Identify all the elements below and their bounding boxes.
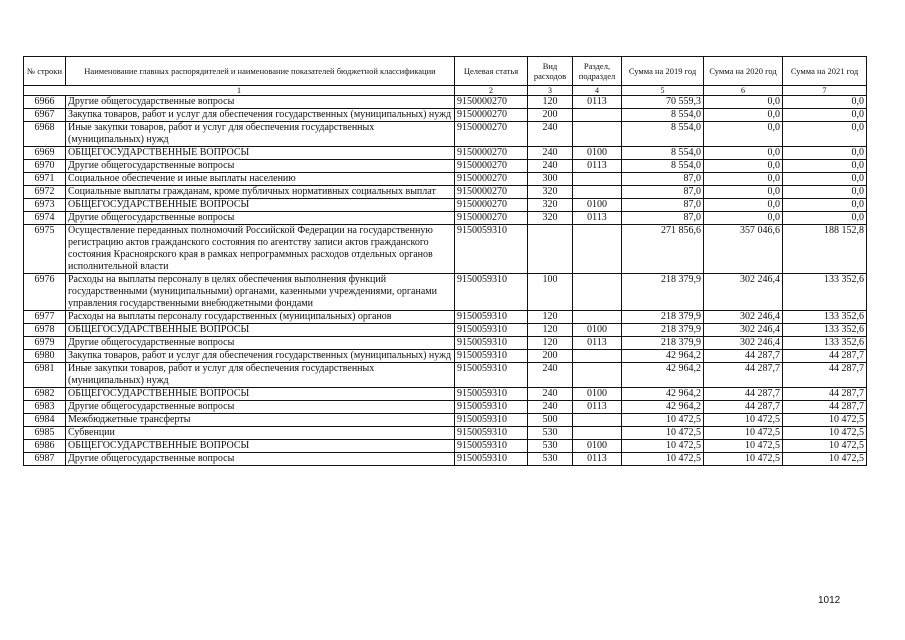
row-name: ОБЩЕГОСУДАРСТВЕННЫЕ ВОПРОСЫ: [66, 388, 455, 401]
row-sum-2019: 87,0: [622, 173, 704, 186]
row-name: Закупка товаров, работ и услуг для обеспечения государственных (муниципальных) нужд: [66, 350, 455, 363]
table-row: [24, 427, 867, 440]
row-sum-2019: 10 472,5: [622, 427, 704, 440]
row-sum-2021: 44 287,7: [783, 350, 867, 363]
row-number: 6969: [24, 147, 66, 160]
row-sum-2020: 44 287,7: [704, 350, 783, 363]
row-number: 6975: [24, 225, 66, 274]
row-number: 6984: [24, 414, 66, 427]
row-sum-2021: 133 352,6: [783, 311, 867, 324]
row-sum-2020: 10 472,5: [704, 414, 783, 427]
row-expense-type: 240: [528, 122, 573, 147]
table-row: [24, 453, 867, 466]
row-expense-type: 320: [528, 186, 573, 199]
row-sum-2019: 271 856,6: [622, 225, 704, 274]
row-expense-type: 120: [528, 324, 573, 337]
row-target-article: 9150059310: [455, 440, 528, 453]
column-number: 7: [783, 86, 867, 96]
row-section: 0113: [573, 337, 622, 350]
row-number: 6976: [24, 274, 66, 311]
header-sum-2019: Сумма на 2019 год: [622, 57, 704, 86]
row-sum-2021: 133 352,6: [783, 337, 867, 350]
table-row: [24, 350, 867, 363]
row-sum-2021: 188 152,8: [783, 225, 867, 274]
table-body: [24, 96, 867, 466]
row-sum-2020: 44 287,7: [704, 401, 783, 414]
row-section: 0100: [573, 440, 622, 453]
row-name: Иные закупки товаров, работ и услуг для обеспечения государственных (муниципальных) нужд: [66, 363, 455, 388]
row-name: Социальные выплаты гражданам, кроме публичных нормативных социальных выплат: [66, 186, 455, 199]
table-row: [24, 225, 867, 274]
table-row: [24, 311, 867, 324]
row-target-article: 9150000270: [455, 212, 528, 225]
row-section: [573, 225, 622, 274]
row-number: 6981: [24, 363, 66, 388]
row-sum-2021: 0,0: [783, 109, 867, 122]
row-expense-type: 100: [528, 274, 573, 311]
row-number: 6985: [24, 427, 66, 440]
row-sum-2021: 44 287,7: [783, 401, 867, 414]
header-sum-2021: Сумма на 2021 год: [783, 57, 867, 86]
row-name: Закупка товаров, работ и услуг для обеспечения государственных (муниципальных) нужд: [66, 109, 455, 122]
row-target-article: 9150059310: [455, 225, 528, 274]
row-name: ОБЩЕГОСУДАРСТВЕННЫЕ ВОПРОСЫ: [66, 440, 455, 453]
row-sum-2021: 10 472,5: [783, 427, 867, 440]
row-sum-2019: 87,0: [622, 212, 704, 225]
table-row: [24, 440, 867, 453]
row-expense-type: [528, 225, 573, 274]
row-sum-2019: 8 554,0: [622, 147, 704, 160]
row-sum-2019: 8 554,0: [622, 122, 704, 147]
row-target-article: 9150000270: [455, 199, 528, 212]
table-row: [24, 109, 867, 122]
table-row: [24, 173, 867, 186]
row-name: ОБЩЕГОСУДАРСТВЕННЫЕ ВОПРОСЫ: [66, 199, 455, 212]
row-section: [573, 109, 622, 122]
row-number: 6967: [24, 109, 66, 122]
column-number: 5: [622, 86, 704, 96]
column-number: 2: [455, 86, 528, 96]
row-sum-2019: 218 379,9: [622, 311, 704, 324]
row-sum-2019: 10 472,5: [622, 440, 704, 453]
row-expense-type: 530: [528, 440, 573, 453]
row-sum-2021: 0,0: [783, 122, 867, 147]
row-sum-2021: 10 472,5: [783, 440, 867, 453]
row-name: Расходы на выплаты персоналу государственных (муниципальных) органов: [66, 311, 455, 324]
row-name: Другие общегосударственные вопросы: [66, 160, 455, 173]
table-row: [24, 199, 867, 212]
column-number: 3: [528, 86, 573, 96]
row-target-article: 9150000270: [455, 96, 528, 109]
row-section: 0113: [573, 453, 622, 466]
row-name: ОБЩЕГОСУДАРСТВЕННЫЕ ВОПРОСЫ: [66, 324, 455, 337]
row-sum-2020: 302 246,4: [704, 311, 783, 324]
row-expense-type: 240: [528, 160, 573, 173]
row-name: Субвенции: [66, 427, 455, 440]
row-section: [573, 414, 622, 427]
row-expense-type: 120: [528, 96, 573, 109]
row-sum-2020: 0,0: [704, 160, 783, 173]
row-sum-2020: 302 246,4: [704, 337, 783, 350]
row-section: [573, 173, 622, 186]
row-sum-2021: 44 287,7: [783, 388, 867, 401]
row-expense-type: 240: [528, 147, 573, 160]
table-row: [24, 274, 867, 311]
row-section: 0113: [573, 212, 622, 225]
row-target-article: 9150000270: [455, 122, 528, 147]
row-target-article: 9150059310: [455, 274, 528, 311]
row-sum-2020: 0,0: [704, 109, 783, 122]
row-target-article: 9150000270: [455, 186, 528, 199]
row-number: 6968: [24, 122, 66, 147]
row-expense-type: 240: [528, 388, 573, 401]
row-sum-2020: 357 046,6: [704, 225, 783, 274]
row-name: Другие общегосударственные вопросы: [66, 337, 455, 350]
row-sum-2019: 218 379,9: [622, 324, 704, 337]
row-section: [573, 427, 622, 440]
column-number-row: [24, 86, 867, 96]
row-target-article: 9150059310: [455, 427, 528, 440]
table-row: [24, 363, 867, 388]
row-section: [573, 186, 622, 199]
row-name: Межбюджетные трансферты: [66, 414, 455, 427]
row-sum-2020: 10 472,5: [704, 440, 783, 453]
table-row: [24, 147, 867, 160]
row-expense-type: 530: [528, 453, 573, 466]
row-number: 6977: [24, 311, 66, 324]
row-section: [573, 311, 622, 324]
column-number: 4: [573, 86, 622, 96]
row-target-article: 9150000270: [455, 147, 528, 160]
row-name: ОБЩЕГОСУДАРСТВЕННЫЕ ВОПРОСЫ: [66, 147, 455, 160]
row-sum-2019: 10 472,5: [622, 453, 704, 466]
column-number: 6: [704, 86, 783, 96]
row-sum-2021: 133 352,6: [783, 274, 867, 311]
row-number: 6974: [24, 212, 66, 225]
row-expense-type: 240: [528, 363, 573, 388]
row-sum-2019: 10 472,5: [622, 414, 704, 427]
table-row: [24, 122, 867, 147]
row-sum-2021: 0,0: [783, 212, 867, 225]
row-expense-type: 200: [528, 109, 573, 122]
header-sum-2020: Сумма на 2020 год: [704, 57, 783, 86]
row-sum-2020: 0,0: [704, 186, 783, 199]
row-target-article: 9150059310: [455, 324, 528, 337]
row-sum-2020: 0,0: [704, 147, 783, 160]
row-sum-2020: 302 246,4: [704, 324, 783, 337]
row-name: Иные закупки товаров, работ и услуг для обеспечения государственных (муниципальных) нужд: [66, 122, 455, 147]
row-number: 6983: [24, 401, 66, 414]
row-target-article: 9150000270: [455, 160, 528, 173]
row-target-article: 9150059310: [455, 401, 528, 414]
row-section: 0113: [573, 96, 622, 109]
row-sum-2020: 0,0: [704, 199, 783, 212]
header-section: Раздел, подраздел: [573, 57, 622, 86]
row-sum-2019: 218 379,9: [622, 274, 704, 311]
row-section: [573, 363, 622, 388]
table-row: [24, 212, 867, 225]
header-expense-type: Вид расходов: [528, 57, 573, 86]
row-sum-2020: 0,0: [704, 96, 783, 109]
row-expense-type: 320: [528, 212, 573, 225]
row-target-article: 9150059310: [455, 363, 528, 388]
row-number: 6979: [24, 337, 66, 350]
row-name: Социальное обеспечение и иные выплаты населению: [66, 173, 455, 186]
row-sum-2020: 44 287,7: [704, 363, 783, 388]
row-sum-2021: 0,0: [783, 147, 867, 160]
row-number: 6971: [24, 173, 66, 186]
row-expense-type: 300: [528, 173, 573, 186]
table-row: [24, 186, 867, 199]
row-sum-2019: 8 554,0: [622, 160, 704, 173]
row-name: Другие общегосударственные вопросы: [66, 96, 455, 109]
row-section: [573, 122, 622, 147]
row-sum-2020: 0,0: [704, 122, 783, 147]
row-number: 6972: [24, 186, 66, 199]
header-row-number: № строки: [24, 57, 66, 86]
row-name: Другие общегосударственные вопросы: [66, 453, 455, 466]
row-number: 6973: [24, 199, 66, 212]
row-target-article: 9150059310: [455, 311, 528, 324]
row-expense-type: 200: [528, 350, 573, 363]
row-name: Осуществление переданных полномочий Российской Федерации на государственную регистрацию актов гражданского состояния по агентству записи актов гражданского состояния Красноярского края в рамках непрограммных расходов отдельных органов исполнительной власти: [66, 225, 455, 274]
row-target-article: 9150059310: [455, 388, 528, 401]
row-sum-2020: 10 472,5: [704, 453, 783, 466]
row-sum-2021: 44 287,7: [783, 363, 867, 388]
row-number: 6966: [24, 96, 66, 109]
row-sum-2020: 302 246,4: [704, 274, 783, 311]
row-sum-2021: 0,0: [783, 186, 867, 199]
row-target-article: 9150000270: [455, 109, 528, 122]
row-section: 0113: [573, 160, 622, 173]
row-expense-type: 320: [528, 199, 573, 212]
row-sum-2021: 0,0: [783, 199, 867, 212]
row-expense-type: 120: [528, 337, 573, 350]
row-sum-2019: 87,0: [622, 186, 704, 199]
table-row: [24, 388, 867, 401]
row-sum-2021: 0,0: [783, 96, 867, 109]
row-sum-2019: 218 379,9: [622, 337, 704, 350]
table-row: [24, 401, 867, 414]
row-section: 0113: [573, 401, 622, 414]
table-header-row: [24, 57, 867, 86]
row-sum-2019: 42 964,2: [622, 401, 704, 414]
row-number: 6970: [24, 160, 66, 173]
page-number: 1012: [818, 595, 841, 606]
row-sum-2020: 0,0: [704, 212, 783, 225]
row-section: 0100: [573, 147, 622, 160]
row-target-article: 9150059310: [455, 337, 528, 350]
row-number: 6978: [24, 324, 66, 337]
row-section: [573, 350, 622, 363]
row-number: 6987: [24, 453, 66, 466]
table-row: [24, 96, 867, 109]
row-sum-2021: 10 472,5: [783, 414, 867, 427]
row-section: 0100: [573, 199, 622, 212]
row-section: 0100: [573, 324, 622, 337]
table-row: [24, 337, 867, 350]
row-number: 6980: [24, 350, 66, 363]
row-number: 6982: [24, 388, 66, 401]
row-name: Другие общегосударственные вопросы: [66, 401, 455, 414]
row-expense-type: 530: [528, 427, 573, 440]
row-sum-2020: 10 472,5: [704, 427, 783, 440]
column-number: 1: [24, 86, 455, 96]
row-sum-2019: 87,0: [622, 199, 704, 212]
row-sum-2019: 42 964,2: [622, 363, 704, 388]
row-expense-type: 120: [528, 311, 573, 324]
table-row: [24, 414, 867, 427]
row-name: Другие общегосударственные вопросы: [66, 212, 455, 225]
budget-table: [23, 56, 867, 466]
row-expense-type: 240: [528, 401, 573, 414]
row-target-article: 9150059310: [455, 453, 528, 466]
row-section: [573, 274, 622, 311]
row-target-article: 9150059310: [455, 414, 528, 427]
row-name: Расходы на выплаты персоналу в целях обеспечения выполнения функций государственными (муниципальными) органами, казенными учреждениями, органами управления государственными внебюджетными фондами: [66, 274, 455, 311]
row-expense-type: 500: [528, 414, 573, 427]
row-sum-2021: 0,0: [783, 173, 867, 186]
header-name: Наименование главных распорядителей и наименование показателей бюджетной классификации: [66, 57, 455, 86]
row-section: 0100: [573, 388, 622, 401]
row-sum-2019: 42 964,2: [622, 388, 704, 401]
header-target-article: Целевая статья: [455, 57, 528, 86]
row-target-article: 9150000270: [455, 173, 528, 186]
table-row: [24, 160, 867, 173]
row-sum-2019: 42 964,2: [622, 350, 704, 363]
row-sum-2021: 10 472,5: [783, 453, 867, 466]
table-row: [24, 324, 867, 337]
row-sum-2020: 44 287,7: [704, 388, 783, 401]
row-sum-2021: 0,0: [783, 160, 867, 173]
row-sum-2020: 0,0: [704, 173, 783, 186]
row-sum-2021: 133 352,6: [783, 324, 867, 337]
row-sum-2019: 70 559,3: [622, 96, 704, 109]
row-target-article: 9150059310: [455, 350, 528, 363]
row-sum-2019: 8 554,0: [622, 109, 704, 122]
row-number: 6986: [24, 440, 66, 453]
